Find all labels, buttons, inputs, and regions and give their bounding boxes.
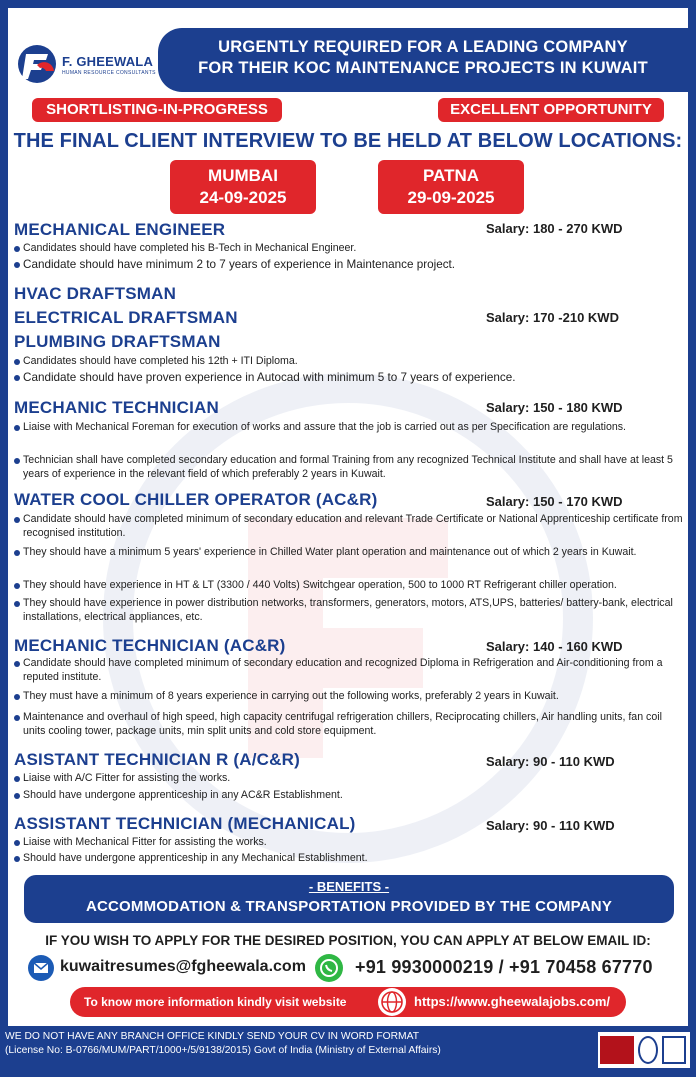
benefits-panel [24,875,674,923]
job-title-mechanic-technician: MECHANIC TECHNICIAN [14,398,219,417]
company-logo [16,40,161,88]
email-icon [28,955,54,981]
salary-mechanic-technician-acr: Salary: 140 - 160 KWD [486,639,623,654]
list-item: Candidates should have completed his B-Tech in Mechanical Engineer. [14,242,684,256]
list-item: They should have experience in power distribution networks, transformers, generators, motors, ATS,UPS, batteries/ battery-bank, electrical installations, electrical appliances, etc. [14,597,684,624]
list-item: Candidate should have minimum 2 to 7 years of experience in Maintenance project. [14,258,684,272]
salary-assistant-technician-acr: Salary: 90 - 110 KWD [486,754,615,769]
banner-line-2: FOR THEIR KOC MAINTENANCE PROJECTS IN KUWAIT [198,59,648,77]
list-item: Should have undergone apprenticeship in any Mechanical Establishment. [14,852,684,866]
banner-line-1: URGENTLY REQUIRED FOR A LEADING COMPANY [218,38,628,56]
logo-icon [16,43,58,85]
salary-draftsman: Salary: 170 -210 KWD [486,310,619,325]
job-title-electrical-draftsman: ELECTRICAL DRAFTSMAN [14,308,238,327]
list-item: Candidate should have completed minimum of secondary education and recognized Diploma in Refrigeration and Air-conditioning from a reputed institute. [14,657,684,684]
list-item: Candidate should have proven experience in Autocad with minimum 5 to 7 years of experience. [14,371,684,385]
list-item: Candidate should have completed minimum of secondary education and relevant Trade Certificate or National Apprenticeship certificate from recognised institution. [14,513,684,540]
globe-icon [378,988,406,1016]
brand-tagline: HUMAN RESOURCE CONSULTANTS [62,70,156,76]
location-patna [378,160,524,214]
iso-badge-icon [600,1036,634,1064]
salary-chiller-operator: Salary: 150 - 170 KWD [486,494,623,509]
phone-numbers[interactable]: +91 9930000219 / +91 70458 67770 [355,957,653,977]
ukas-badge-icon [662,1036,686,1064]
location-date: 29-09-2025 [407,188,495,207]
job-title-mechanical-engineer: MECHANICAL ENGINEER [14,220,226,239]
header-banner [158,28,688,92]
website-label: To know more information kindly visit website [84,995,347,1009]
interview-headline: THE FINAL CLIENT INTERVIEW TO BE HELD AT BELOW LOCATIONS: [13,130,683,152]
list-item: Liaise with A/C Fitter for assisting the works. [14,772,684,786]
list-item: Liaise with Mechanical Fitter for assisting the works. [14,836,684,850]
salary-mechanic-technician: Salary: 150 - 180 KWD [486,400,623,415]
footer-line-1: WE DO NOT HAVE ANY BRANCH OFFICE KINDLY SEND YOUR CV IN WORD FORMAT [5,1031,420,1042]
website-link[interactable]: https://www.gheewalajobs.com/ [414,994,610,1009]
certification-badges [598,1032,690,1068]
location-mumbai [170,160,316,214]
list-item: Should have undergone apprenticeship in any AC&R Establishment. [14,789,684,803]
list-item: They must have a minimum of 8 years experience in carrying out the following works, preferably 2 years in Kuwait. [14,690,684,704]
location-city: PATNA [422,166,480,185]
shortlisting-badge: SHORTLISTING-IN-PROGRESS [32,98,282,122]
poster [8,8,688,1026]
list-item: Technician shall have completed secondary education and formal Training from any recognized Technical Institute and shall have at least 5 years of experience in the relevant field of which preferably 2 years in Kuwait. [14,454,684,481]
footer-notice [5,1030,441,1058]
job-title-assistant-technician-acr: ASISTANT TECHNICIAN R (A/C&R) [14,750,300,769]
footer-line-2: (License No: B-0766/MUM/PART/1000+/5/9138/2015) Govt of India (Ministry of External Affairs) [5,1045,441,1056]
job-title-mechanic-technician-acr: MECHANIC TECHNICIAN (AC&R) [14,636,286,655]
benefits-heading: - BENEFITS - [308,879,390,894]
salary-mechanical-engineer: Salary: 180 - 270 KWD [486,221,623,236]
job-title-assistant-technician-mechanical: ASSISTANT TECHNICIAN (MECHANICAL) [14,814,356,833]
list-item: They should have a minimum 5 years' experience in Chilled Water plant operation and maintenance out of which 2 years in Kuwait. [14,546,684,560]
benefits-text: ACCOMMODATION & TRANSPORTATION PROVIDED BY THE COMPANY [85,898,613,915]
website-bar [70,987,626,1017]
job-title-plumbing-draftsman: PLUMBING DRAFTSMAN [14,332,221,351]
excellent-opportunity-badge: EXCELLENT OPPORTUNITY [438,98,664,122]
location-city: MUMBAI [208,166,278,185]
list-item: Candidates should have completed his 12th + ITI Diploma. [14,355,684,369]
whatsapp-icon [315,954,343,982]
job-title-hvac-draftsman: HVAC DRAFTSMAN [14,284,177,303]
location-date: 24-09-2025 [199,188,287,207]
list-item: Liaise with Mechanical Foreman for execution of works and assure that the job is carried out as per Specification are regulations. [14,421,684,435]
brand-name: F. GHEEWALA [62,54,154,69]
email-link[interactable]: kuwaitresumes@fgheewala.com [60,958,306,975]
list-item: They should have experience in HT & LT (3300 / 440 Volts) Switchgear operation, 500 to 1000 RT Refrigerant chiller operation. [14,579,684,593]
apply-instruction: IF YOU WISH TO APPLY FOR THE DESIRED POSITION, YOU CAN APPLY AT BELOW EMAIL ID: [45,933,651,948]
salary-assistant-technician-mechanical: Salary: 90 - 110 KWD [486,818,615,833]
seal-icon [638,1036,658,1064]
list-item: Maintenance and overhaul of high speed, high capacity centrifugal refrigeration chillers, Reciprocating chillers, Air handling units, fan coil units cooling tower, package units, min split units and cold store equipment. [14,711,684,738]
job-title-chiller-operator: WATER COOL CHILLER OPERATOR (AC&R) [14,490,378,509]
